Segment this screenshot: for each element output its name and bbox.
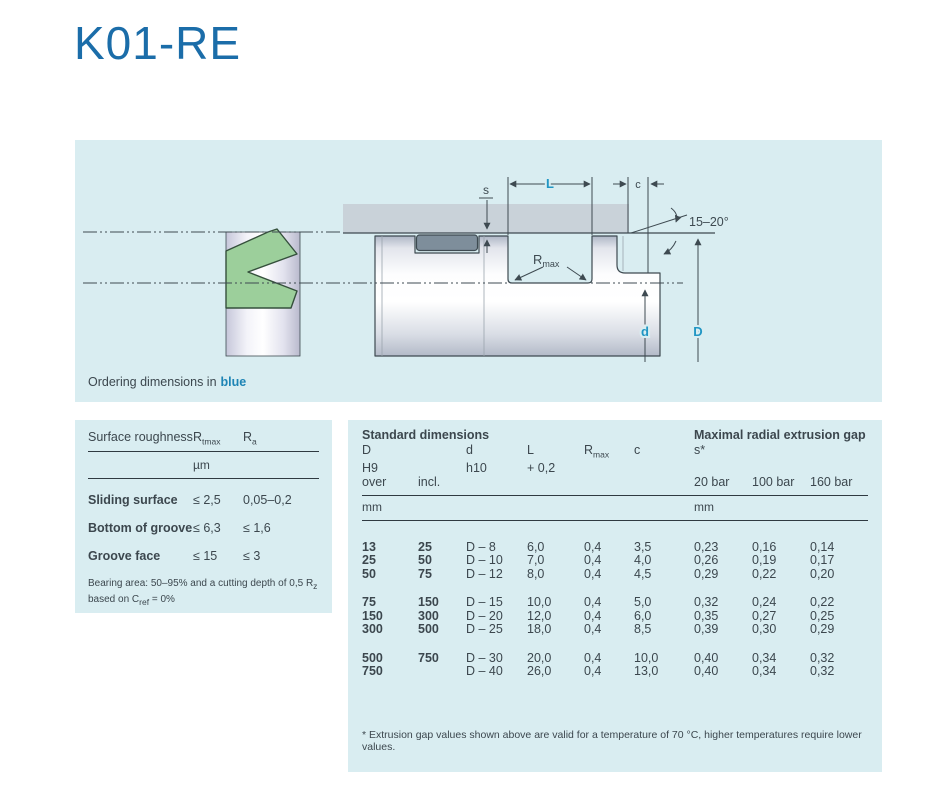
table-cell [418, 665, 466, 679]
tol-h10: h10 [466, 460, 487, 475]
angle-arc-bottom [664, 241, 676, 254]
table-cell: 0,29 [810, 622, 835, 636]
extrusion-footnote: * Extrusion gap values shown above are valid for a temperature of 70 °C, higher temperatures require lower values. [362, 729, 862, 753]
table-cell: 7,0 [527, 553, 545, 567]
col-160bar: 160 bar [810, 474, 853, 489]
table-cell: 0,4 [584, 566, 602, 581]
chamfer-angle-line [631, 215, 687, 233]
col-over: over [362, 474, 387, 489]
chamfer-angle-label: 15–20° [689, 215, 729, 229]
table-cell: 8,5 [634, 622, 652, 636]
surface-roughness-panel [75, 420, 332, 613]
table-cell: 13,0 [634, 664, 659, 678]
table-row [362, 541, 868, 555]
table-cell: 0,40 [694, 650, 719, 665]
unit-label: µm [193, 457, 210, 472]
dim-label-L: L [546, 176, 554, 191]
table-cell: 12,0 [527, 608, 552, 623]
table-cell: 0,39 [694, 622, 719, 636]
table-cell: 10,0 [634, 650, 659, 665]
caption-prefix: Ordering dimensions in [88, 375, 217, 389]
table-cell: 13 [362, 539, 376, 554]
table-row [362, 623, 868, 637]
table-row [362, 610, 868, 624]
dims-range-row [362, 475, 868, 490]
table-row [362, 568, 868, 582]
dim-label-c: c [635, 179, 641, 191]
table-cell: 500 [362, 650, 383, 665]
table-cell: 0,34 [752, 664, 777, 678]
table-row [362, 652, 868, 666]
table-cell: 150 [362, 608, 383, 623]
col-incl: incl. [418, 474, 441, 489]
table-cell: 18,0 [527, 622, 552, 636]
standard-dimensions-panel [348, 420, 882, 772]
roughness-header [88, 430, 319, 447]
table-cell: 6,0 [527, 539, 545, 554]
table-cell: 25 [362, 553, 376, 567]
table-cell: 4,0 [634, 553, 652, 567]
table-group [362, 596, 868, 637]
tol-L: + 0,2 [527, 460, 556, 475]
table-cell: 0,20 [810, 566, 835, 581]
dims-unit-row [362, 500, 868, 515]
table-cell: 0,35 [694, 608, 719, 623]
unit-left: mm [362, 499, 382, 514]
col-100bar: 100 bar [752, 474, 795, 489]
table-cell: D – 8 [466, 539, 496, 554]
table-group [362, 652, 868, 679]
rmax-arrow-right [567, 267, 586, 280]
table-cell: 5,0 [634, 595, 652, 609]
table-cell: 75 [362, 595, 376, 609]
roughness-row [88, 493, 319, 507]
table-cell: 4,5 [634, 566, 652, 581]
table-cell: 0,22 [810, 595, 835, 609]
table-cell: 750 [418, 650, 439, 665]
table-cell: 0,32 [810, 664, 835, 678]
table-cell: 20,0 [527, 650, 552, 665]
dims-title-left: Standard dimensions [362, 428, 490, 442]
table-cell: 0,05–0,2 [243, 492, 292, 507]
table-cell: 26,0 [527, 664, 552, 678]
table-cell: 0,4 [584, 595, 602, 609]
table-cell: ≤ 1,6 [243, 520, 271, 535]
table-cell: 0,4 [584, 650, 602, 665]
tol-H9: H9 [362, 460, 378, 475]
col-s: s* [694, 443, 706, 457]
dims-tolerance-row [362, 462, 868, 475]
table-cell: 500 [418, 622, 439, 636]
col-L: L [527, 443, 534, 457]
dims-title-row [362, 428, 868, 443]
table-cell: 0,34 [752, 650, 777, 665]
dims-symbol-row [362, 443, 868, 462]
table-cell: ≤ 2,5 [193, 492, 221, 507]
table-cell: Bottom of groove [88, 520, 193, 535]
col-D: D [362, 443, 372, 457]
installed-seal [417, 235, 478, 251]
col-d: d [466, 443, 473, 457]
table-cell: 300 [418, 608, 439, 623]
diagram-panel [75, 140, 882, 402]
table-cell: 0,4 [584, 608, 602, 623]
table-cell: ≤ 15 [193, 548, 218, 563]
rmax-label: $R_{max}$ [533, 252, 560, 269]
col-rmax: $R_{max}$ [584, 443, 610, 460]
ordering-caption [88, 375, 246, 389]
table-cell: 8,0 [527, 566, 545, 581]
table-cell: 0,14 [810, 539, 835, 554]
table-row [362, 596, 868, 610]
table-cell: D – 15 [466, 595, 503, 609]
table-cell: 750 [362, 664, 383, 678]
roughness-rows [88, 493, 319, 563]
seal-installation-drawing [75, 140, 882, 375]
dim-label-d: d [641, 324, 649, 339]
table-row [362, 554, 868, 568]
table-cell: 3,5 [634, 539, 652, 554]
table-cell: 0,27 [752, 608, 777, 623]
table-cell: 0,22 [752, 566, 777, 581]
housing-bar [343, 204, 629, 233]
table-cell: 0,40 [694, 664, 719, 678]
dims-title-right: Maximal radial extrusion gap [694, 428, 866, 442]
table-cell: 10,0 [527, 595, 552, 609]
table-cell: 0,4 [584, 664, 602, 678]
table-cell: 0,23 [694, 539, 719, 554]
table-cell: ≤ 6,3 [193, 520, 221, 535]
roughness-col-ra: $R_a$ [243, 430, 257, 447]
page-title: K01-RE [74, 17, 242, 69]
table-cell: 0,26 [694, 553, 719, 567]
table-cell: 150 [418, 595, 439, 609]
divider [88, 478, 319, 479]
table-cell: 0,24 [752, 595, 777, 609]
col-c: c [634, 443, 641, 457]
roughness-row [88, 549, 319, 563]
roughness-row [88, 521, 319, 535]
col-20bar: 20 bar [694, 474, 730, 489]
table-cell: Groove face [88, 548, 161, 563]
dim-label-s: s [483, 183, 489, 197]
table-cell: 0,4 [584, 553, 602, 567]
dims-table-body [362, 541, 868, 679]
table-cell: D – 40 [466, 664, 503, 678]
unit-right: mm [694, 499, 714, 514]
table-cell: ≤ 3 [243, 548, 261, 563]
table-cell: 25 [418, 539, 432, 554]
table-cell: 6,0 [634, 608, 652, 623]
divider [362, 495, 868, 496]
dim-label-D: D [693, 324, 703, 339]
table-group [362, 541, 868, 582]
table-cell: 0,19 [752, 553, 777, 567]
roughness-title: Surface roughness [88, 430, 193, 444]
roughness-unit-row [88, 458, 319, 472]
rmax-arrow-left [515, 267, 543, 280]
table-cell: 300 [362, 622, 383, 636]
table-cell: 0,29 [694, 566, 719, 581]
table-cell: D – 10 [466, 553, 503, 567]
table-cell: D – 20 [466, 608, 503, 623]
table-cell: 0,32 [694, 595, 719, 609]
table-cell: D – 25 [466, 622, 503, 636]
table-cell: 0,16 [752, 539, 777, 554]
table-cell: 0,4 [584, 539, 602, 554]
table-cell: 0,25 [810, 608, 835, 623]
roughness-footnote: Bearing area: 50–95% and a cutting depth of 0,5 $R_z$ based on $C_{ref} = 0\%$ [88, 577, 318, 607]
table-cell: D – 12 [466, 566, 503, 581]
divider [88, 451, 319, 452]
table-cell: 0,4 [584, 622, 602, 636]
table-cell: 0,17 [810, 553, 835, 567]
table-cell: Sliding surface [88, 492, 178, 507]
table-cell: 75 [418, 566, 432, 581]
table-cell: D – 30 [466, 650, 503, 665]
divider [362, 520, 868, 521]
table-row [362, 665, 868, 679]
caption-highlight: blue [220, 375, 247, 389]
table-cell: 0,32 [810, 650, 835, 665]
roughness-col-rtmax: $R_{tmax}$ [193, 430, 221, 447]
rod-with-grooves [375, 236, 660, 356]
table-cell: 50 [418, 553, 432, 567]
table-cell: 0,30 [752, 622, 777, 636]
table-cell: 50 [362, 566, 376, 581]
